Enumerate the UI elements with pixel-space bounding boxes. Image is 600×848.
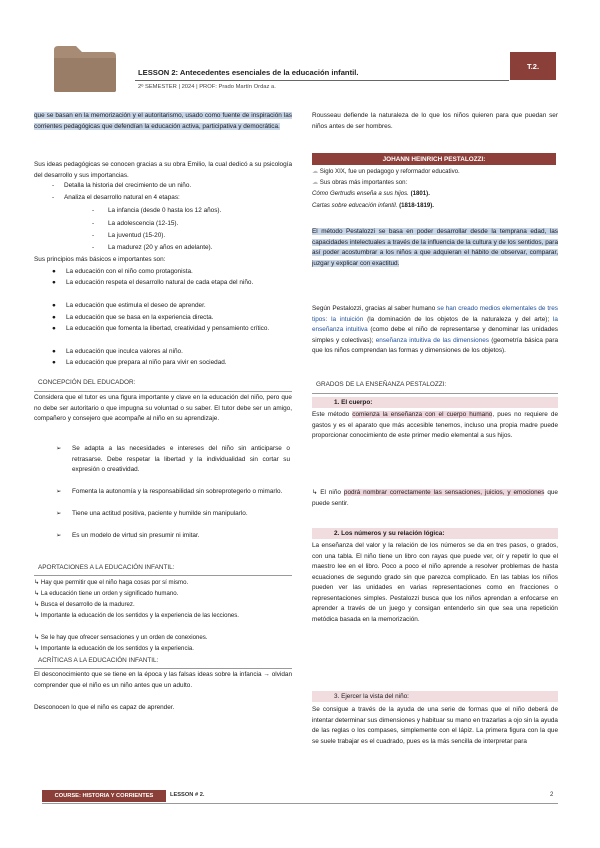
ideas-paragraph: Sus ideas pedagógicas se conocen gracias a su obra Emilio, la cual dedicó a su psicología del desarrollo y sus importancias. (34, 161, 292, 179)
grade-3-heading: 3. Ejercer la vista del niño: (334, 693, 409, 700)
grade-1-heading: 1. El cuerpo: (334, 399, 373, 406)
course-footer-label: COURSE: HISTORIA Y CORRIENTES (42, 790, 166, 802)
intro-highlight-paragraph (34, 111, 292, 132)
pest-item: ☁ Siglo XIX, fue un pedagogo y reformador educativo. (312, 168, 460, 175)
arrow-item: ➢ Se adapta a las necesidades e intereses del niño sin anticiparse o retrasarse. Debe respetar la libertad y la individualidad sin cortar su expresión o creatividad. (56, 445, 290, 473)
arrow-item: ➢ Fomenta la autonomía y la responsabilidad sin sobreprotegerlo o mimarlo. (56, 488, 283, 495)
principle-item: ● La educación con el niño como protagonista. (52, 268, 193, 275)
cloud-icon: ☁ (312, 179, 319, 186)
semester-professor-line: 2º SEMESTER | 2024 | PROF: Prado Martín Ordaz a. (138, 84, 276, 90)
header-divider (135, 80, 509, 81)
aportacion-item: ↳ La educación tiene un orden y significado humano. (34, 590, 179, 597)
principle-item: ● La educación que estimula el deseo de aprender. (52, 302, 206, 309)
section-divider (34, 575, 292, 576)
principle-item: ● La educación que fomenta la libertad, creatividad y pensamiento crítico. (52, 325, 270, 332)
section-divider (34, 668, 292, 669)
principles-intro: Sus principios más básicos e importantes son: (34, 256, 166, 263)
stage-item: - La madurez (20 y años en adelante). (92, 244, 213, 251)
criticas-paragraph: Desconocen lo que el niño es capaz de aprender. (34, 704, 175, 711)
grade-2-heading: 2. Los números y su relación lógica: (334, 530, 445, 537)
principle-item: ● La educación que prepara al niño para vivir en sociedad. (52, 359, 227, 366)
aportacion-item: ↳ Importante la educación de los sentidos y la experiencia de las lecciones. (34, 612, 239, 619)
grados-heading: GRADOS DE LA ENSEÑANZA PESTALOZZI: (316, 381, 447, 388)
lesson-title: LESSON 2: Antecedentes esenciales de la educación infantil. (138, 68, 359, 77)
section-divider (312, 393, 558, 394)
aportacion-item: ↳ Se le hay que ofrecer sensaciones y un orden de conexiones. (34, 634, 208, 641)
page-number: 2 (550, 792, 554, 798)
method-highlight-paragraph: El método Pestalozzi se basa en poder desarrollar desde la temprana edad, las capacidades intelectuales a través de la influencia de la cultura y de los sentidos, para así poder acostumbrar a los niños a que adquieran el hábito de observar, comparar, juzgar y explicar con exactitud. (312, 228, 558, 267)
stage-item: - La infancia (desde 0 hasta los 12 años). (92, 207, 222, 214)
aportaciones-heading: APORTACIONES A LA EDUCACIÓN INFANTIL: (38, 564, 175, 571)
lesson-footer-label: LESSON # 2. (170, 792, 205, 798)
principle-item: ● La educación que inculca valores al niño. (52, 348, 183, 355)
stage-item: - La adolescencia (12-15). (92, 220, 179, 227)
principle-item: ● La educación respeta el desarrollo natural de cada etapa del niño. (52, 279, 254, 286)
grade-2-paragraph: La enseñanza del valor y la relación de los números se da en tres pasos, o grados, con una tabla. El niño tiene un libro con rayas que puede ver, oír y repetir lo que el maestro lee en el libro. Poco a poco el niño aprende a resolver problemas de hasta ecuaciones de segundo grado sin que parezca complicado. En las tablas los niños pueden ver las unidades en varias representaciones como en fracciones o representaciones simples. Pestalozzi busca que los niños aprendan a enfocarse en aprender a través de un juego y consigan entenderlo sin que sea una repetición metódica basada en la memorización. (312, 542, 558, 623)
grade-3-paragraph: Se consigue a través de la ayuda de una serie de formas que el niño deberá de intentar determinar sus dimensiones y habituar su mano en trazarlas a ojo sin la ayuda de las reglas o los compases, simplemente con el lápiz. La primera figura con la que se suele trabajar es el cuadrado, pues es la más sencilla de interpretar para (312, 706, 558, 745)
work-item: Cómo Gertrudis enseña a sus hijos. (1801). (312, 190, 430, 197)
folder-icon (52, 44, 118, 94)
dash-item-history: - Detalla la historia del crecimiento de un niño. (52, 182, 192, 189)
dash-item-stages: - Analiza el desarrollo natural en 4 etapas: (52, 194, 180, 201)
aportacion-item: ↳ Hay que permitir que el niño haga cosas por sí mismo. (34, 579, 189, 586)
grade-1-followup: ↳ El niño podrá nombrar correctamente las sensaciones, juicios, y emociones que puede sentir. (312, 489, 558, 507)
aportacion-item: ↳ Busca el desarrollo de la madurez. (34, 601, 135, 608)
concepcion-paragraph: Considera que el tutor es una figura importante y clave en la educación del niño, pero que no debe ser autoritario o que impugna su voluntad o su saber. El tutor debe ser un amigo, compañero y consejero que acompañe al niño en su aprendizaje. (34, 394, 292, 422)
section-divider (34, 391, 292, 392)
work-item: Cartas sobre educación infantil. (1818-1819). (312, 202, 434, 209)
segun-paragraph: Según Pestalozzi, gracias al saber humano se han creado medios elementales de tres tipos: la intuición (la dominación de los objetos de la naturaleza y del arte); la enseñanza intuitiva (como debe el niño de representarse y denominar las unidades simples y colectivas); enseñanza intuitiva de las dimensiones (geometría básica para que los niños comprendan las formas y dimensiones de los objetos). (312, 305, 559, 354)
aportacion-item: ↳ Importante la educación de los sentidos y la experiencia. (34, 645, 194, 652)
criticas-heading: ACRÍTICAS A LA EDUCACIÓN INFANTIL: (38, 657, 159, 664)
concepcion-heading: CONCEPCIÓN DEL EDUCADOR: (38, 379, 136, 386)
principle-item: ● La educación que se basa en la experiencia directa. (52, 314, 214, 321)
grade-1-paragraph: Este método comienza la enseñanza con el cuerpo humano, pues no requiere de gastos y es el aparato que más accesible tenemos, incluso una propia madre puede proporcionar conocimiento de este primer medio elemental a sus hijos. (312, 411, 558, 439)
footer-divider (42, 803, 558, 804)
criticas-paragraph: El desconocimiento que se tiene en la época y las falsas ideas sobre la infancia → olvidan comprender que el niño es un niño antes que un adulto. (34, 671, 292, 689)
cloud-icon: ☁ (312, 168, 319, 175)
topic-tag: T.2. (510, 52, 556, 80)
intro-highlight-text: que se basan en la memorización y el autoritarismo, usado como fuente de inspiración las corrientes pedagógicas que defendían la educación activa, participativa y democrática. (34, 112, 292, 130)
pest-item: ☁ Sus obras más importantes son: (312, 179, 408, 186)
rousseau-paragraph: Rousseau defiende la naturaleza de lo que los niños quieren para que puedan ser niños antes de ser hombres. (312, 112, 558, 130)
pestalozzi-heading: JOHANN HEINRICH PESTALOZZI: (312, 153, 556, 165)
arrow-item: ➢ Es un modelo de virtud sin presumir ni imitar. (56, 532, 200, 539)
arrow-item: ➢ Tiene una actitud positiva, paciente y humilde sin manipularlo. (56, 510, 248, 517)
stage-item: - La juventud (15-20). (92, 232, 166, 239)
